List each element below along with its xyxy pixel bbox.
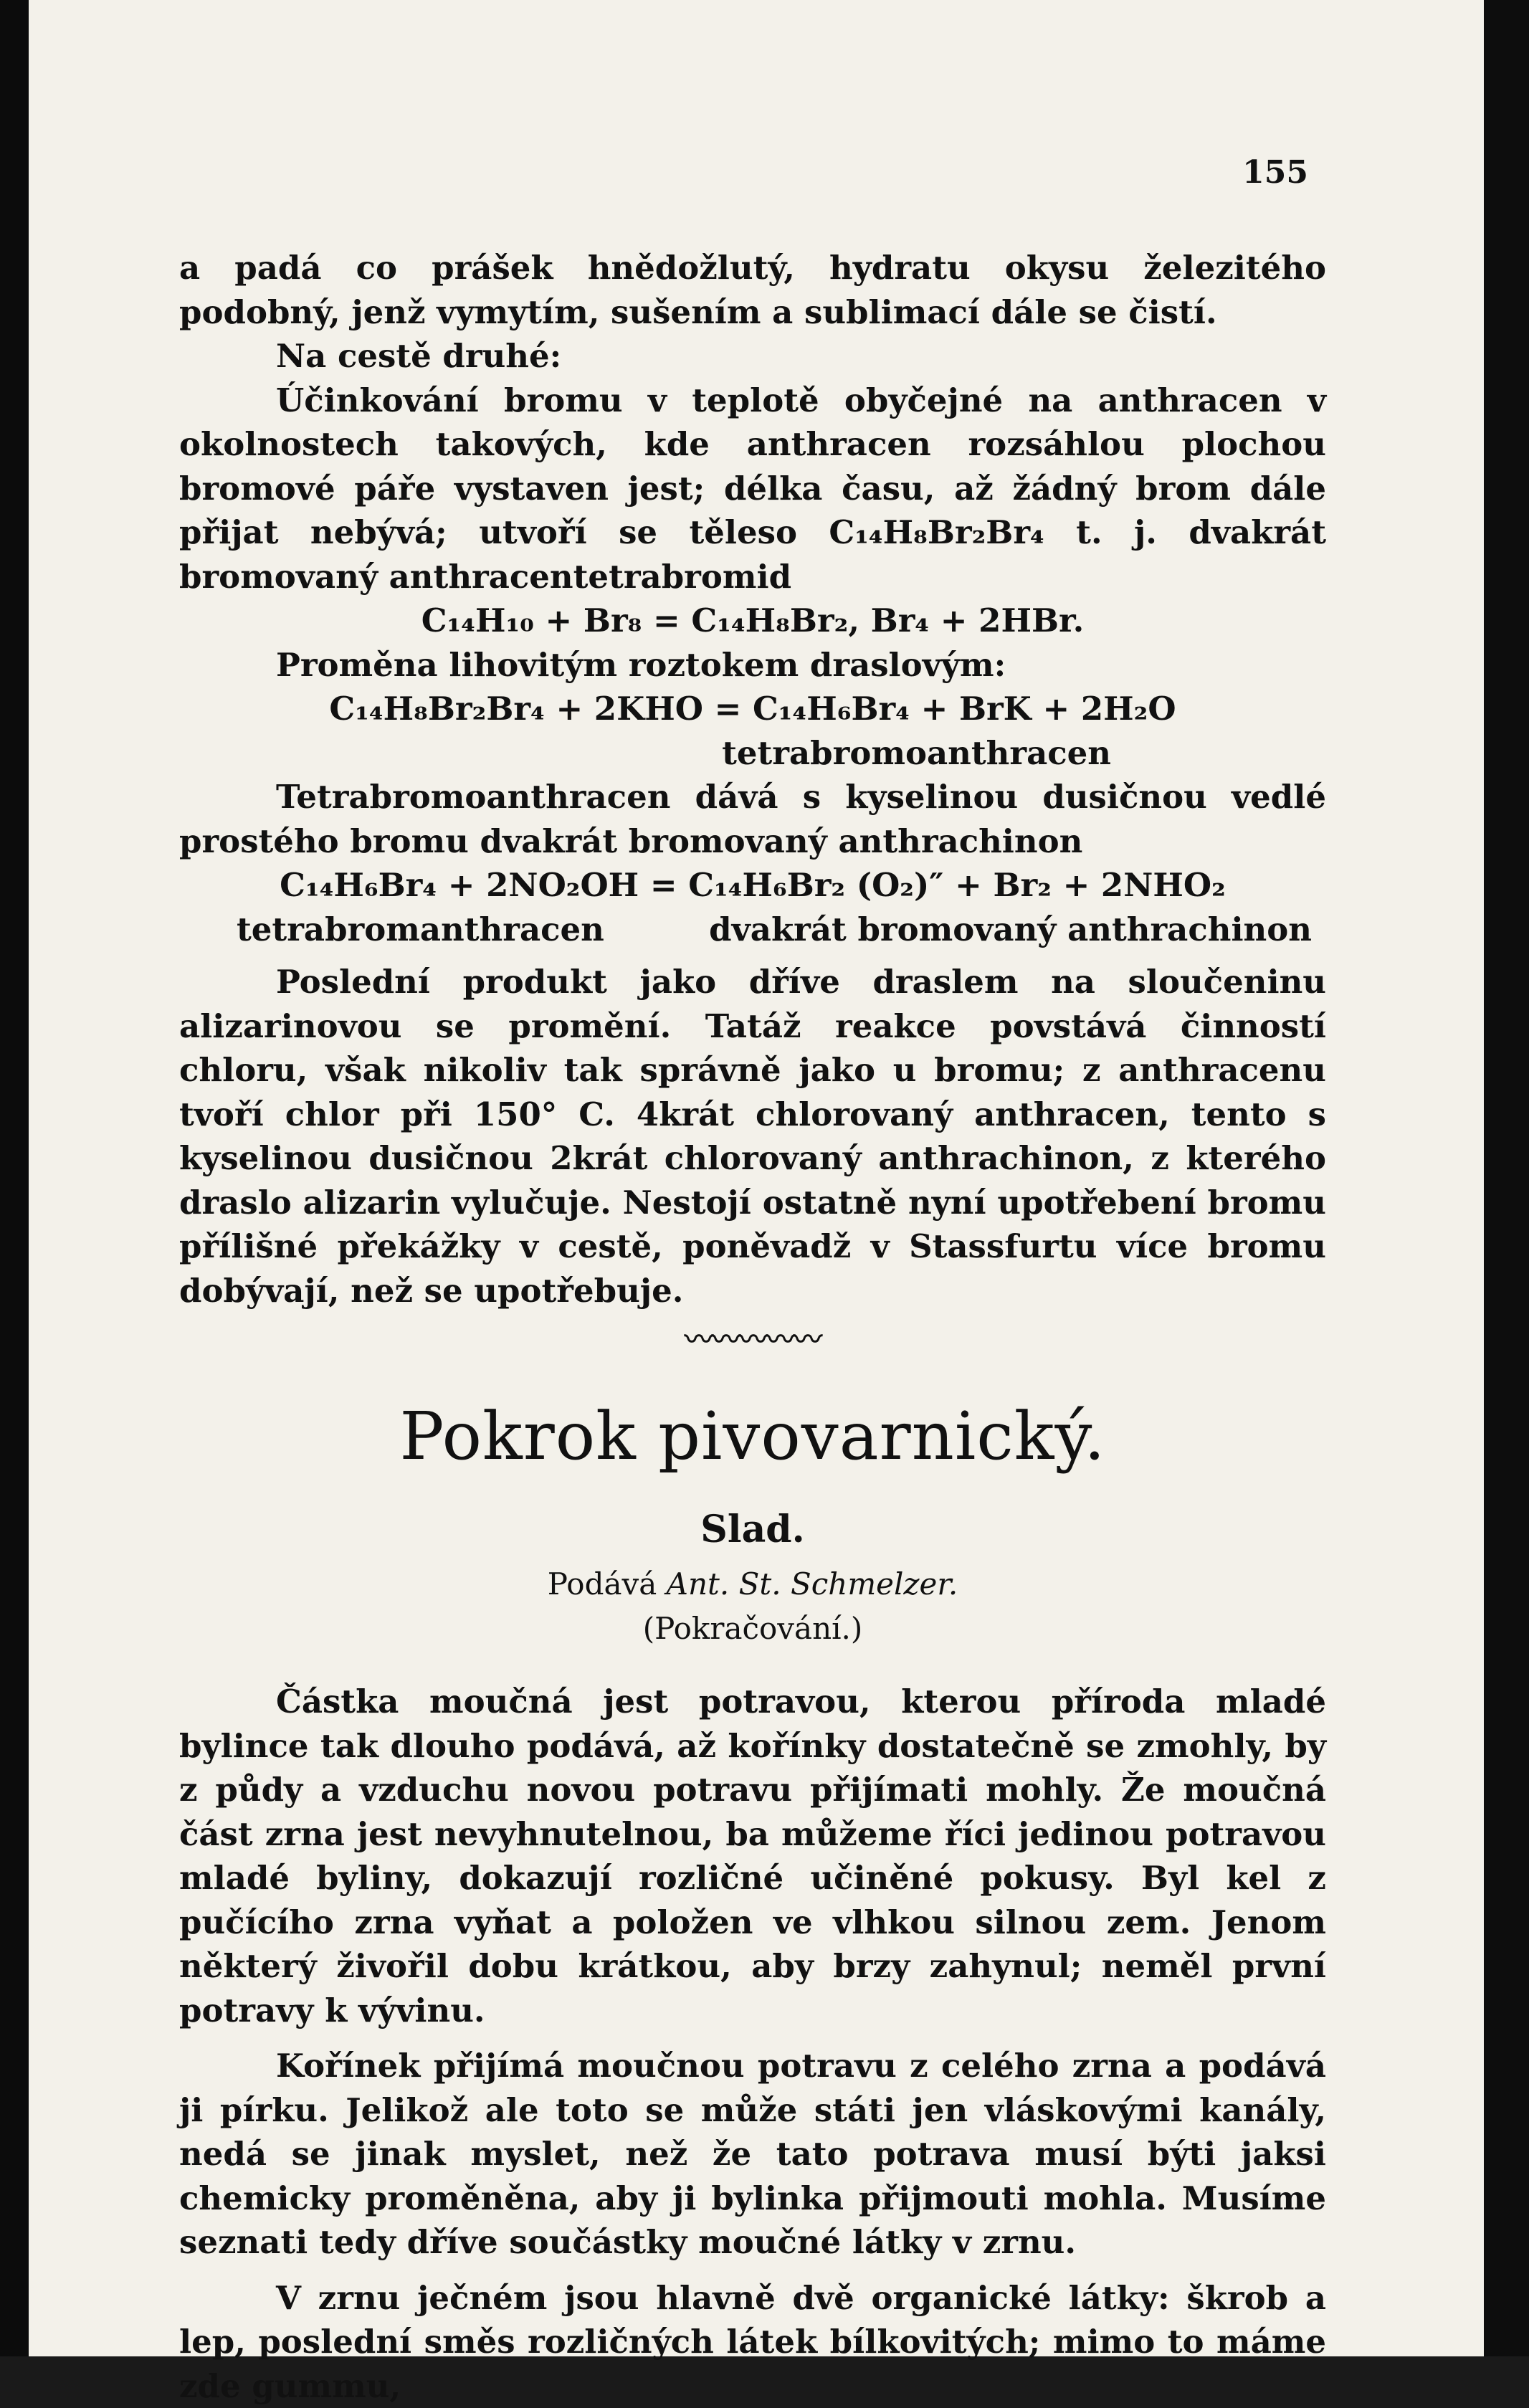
subheading-na-ceste: Na cestě druhé: — [179, 334, 1326, 379]
byline-author: Ant. St. Schmelzer. — [667, 1566, 958, 1602]
section-divider: 〰〰〰〰〰 — [179, 1326, 1326, 1354]
paragraph-zrnu: V zrnu ječném jsou hlavně dvě organické látky: škrob a lep, poslední směs rozličných látek bílkovitých; mimo to máme zde gummu, — [179, 2276, 1326, 2408]
page-number: 155 — [1242, 154, 1308, 191]
paragraph-korinek: Kořínek přijímá moučnou potravu z celého zrna a podává ji pírku. Jelikož ale toto se může státi jen vláskovými kanály, nedá se jinak myslet, než že tato potrava musí býti jaksi chemicky proměněna, aby ji bylinka přijmouti mohla. Musíme seznati tedy dříve součástky moučné látky v zrnu. — [179, 2044, 1326, 2265]
page-body — [179, 246, 1326, 2408]
paragraph-bromu: Účinkování bromu v teplotě obyčejné na anthracen v okolnostech takových, kde anthracen rozsáhlou plochou bromové páře vystaven jest; délka času, až žádný brom dále přijat nebývá; utvoří se těleso C₁₄H₈Br₂Br₄ t. j. dvakrát bromovaný anthracentetrabromid — [179, 379, 1326, 599]
continuation-note: (Pokračování.) — [179, 1607, 1326, 1651]
formula-3-label-left: tetrabromanthracen — [237, 908, 604, 952]
formula-2: C₁₄H₈Br₂Br₄ + 2KHO = C₁₄H₆Br₄ + BrK + 2H₂O — [179, 687, 1326, 731]
section-heading: Pokrok pivovarnický. — [179, 1397, 1326, 1476]
paragraph-promena: Proměna lihovitým roztokem draslovým: — [179, 643, 1326, 687]
formula-2-label: tetrabromoanthracen — [179, 731, 1326, 776]
paragraph-intro: a padá co prášek hnědožlutý, hydratu okysu železitého podobný, jenž vymytím, sušením a sublimací dále se čistí. — [179, 246, 1326, 334]
paragraph-tetra: Tetrabromoanthracen dává s kyselinou dusičnou vedlé prostého bromu dvakrát bromovaný anthrachinon — [179, 775, 1326, 863]
book-page — [29, 0, 1484, 2356]
formula-3-label-right: dvakrát bromovaný anthrachinon — [709, 908, 1326, 952]
section-subheading: Slad. — [179, 1505, 1326, 1555]
scan-edge-right — [1484, 0, 1529, 2356]
formula-3: C₁₄H₆Br₄ + 2NO₂OH = C₁₄H₆Br₂ (O₂)″ + Br₂ + 2NHO₂ — [179, 863, 1326, 908]
formula-3-labels — [179, 908, 1326, 952]
byline-prefix: Podává — [548, 1566, 657, 1602]
byline — [179, 1562, 1326, 1607]
formula-1: C₁₄H₁₀ + Br₈ = C₁₄H₈Br₂, Br₄ + 2HBr. — [179, 599, 1326, 643]
scan-edge-left — [0, 0, 29, 2356]
paragraph-castka: Částka moučná jest potravou, kterou příroda mladé bylince tak dlouho podává, až kořínky dostatečně se zmohly, by z půdy a vzduchu novou potravu přijímati mohly. Že moučná část zrna jest nevyhnutelnou, ba můžeme říci jedinou potravou mladé byliny, dokazují rozličné učiněné pokusy. Byl kel z pučícího zrna vyňat a položen ve vlhkou silnou zem. Jenom některý živořil dobu krátkou, aby brzy zahynul; neměl první potravy k vývinu. — [179, 1680, 1326, 2032]
paragraph-posledni: Poslední produkt jako dříve draslem na sloučeninu alizarinovou se promění. Tatáž reakce povstává činností chloru, však nikoliv tak správně jako u bromu; z anthracenu tvoří chlor při 150° C. 4krát chlorovaný anthracen, tento s kyselinou dusičnou 2krát chlorovaný anthrachinon, z kterého draslo alizarin vylučuje. Nestojí ostatně nyní upotřebení bromu přílišné překážky v cestě, poněvadž v Stassfurtu více bromu dobývají, než se upotřebuje. — [179, 960, 1326, 1313]
